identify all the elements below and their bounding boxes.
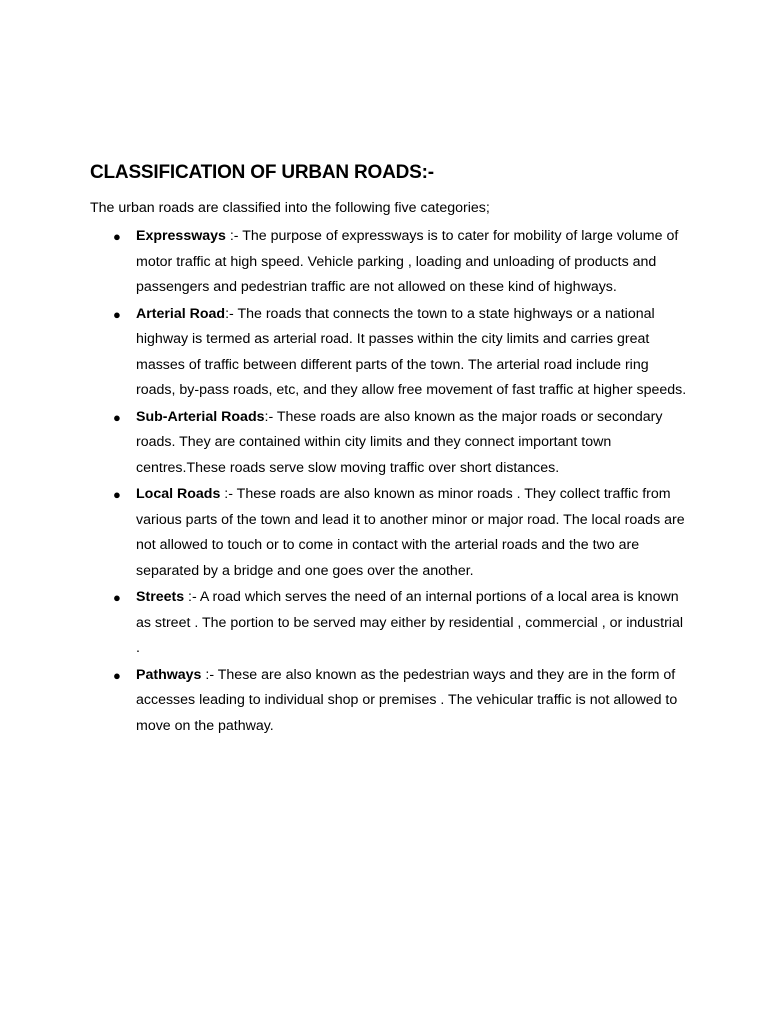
bullet-icon: ● (113, 229, 121, 244)
road-category-list (90, 224, 690, 739)
bullet-icon: ● (113, 487, 121, 502)
item-text: :- These are also known as the pedestrian ways and they are in the form of accesses leading to individual shop or premises . The vehicular traffic is not allowed to move on the pathway. (136, 666, 678, 734)
item-text: :- These roads are also known as minor roads . They collect traffic from various parts of the town and lead it to another minor or major road. The local roads are not allowed to touch or to come in contact with the arterial roads and the two are separated by a bridge and one goes over the another. (136, 486, 685, 579)
item-text: :- The roads that connects the town to a state highways or a national highway is termed as arterial road. It passes within the city limits and carries great masses of traffic between different parts of the town. The arterial road include ring roads, by-pass roads, etc, and they allow free movement of fast traffic at higher speeds. (136, 305, 687, 398)
item-term: Sub-Arterial Roads (136, 408, 265, 425)
item-term: Pathways (136, 666, 202, 683)
item-text: :- These roads are also known as the major roads or secondary roads. They are contained within city limits and they connect important town centres.These roads serve slow moving traffic over short distances. (136, 408, 663, 476)
item-term: Arterial Road (136, 305, 226, 322)
bullet-icon: ● (113, 306, 121, 322)
list-item-expressways (90, 224, 690, 301)
bullet-icon: ● (113, 590, 121, 605)
item-term: Streets (136, 589, 185, 605)
list-item-pathways (90, 663, 690, 740)
list-item-sub-arterial-roads (90, 405, 690, 482)
item-term: Expressways (136, 228, 226, 244)
page-title: CLASSIFICATION OF URBAN ROADS:- (90, 162, 434, 183)
bullet-icon: ● (113, 409, 121, 425)
item-term: Local Roads (136, 486, 221, 502)
item-text: :- The purpose of expressways is to cater for mobility of large volume of motor traffic at high speed. Vehicle parking , loading and unloading of products and passengers and pedestrian traffic are not allowed on these kind of highways. (136, 228, 679, 295)
intro-paragraph: The urban roads are classified into the following five categories; (90, 200, 490, 216)
document-page (90, 160, 690, 740)
list-item-arterial-road (90, 302, 690, 404)
list-item-streets (90, 585, 690, 662)
item-text: :- A road which serves the need of an internal portions of a local area is known as street . The portion to be served may either by residential , commercial , or industrial . (136, 589, 683, 656)
bullet-icon: ● (113, 667, 121, 683)
list-item-local-roads (90, 482, 690, 584)
